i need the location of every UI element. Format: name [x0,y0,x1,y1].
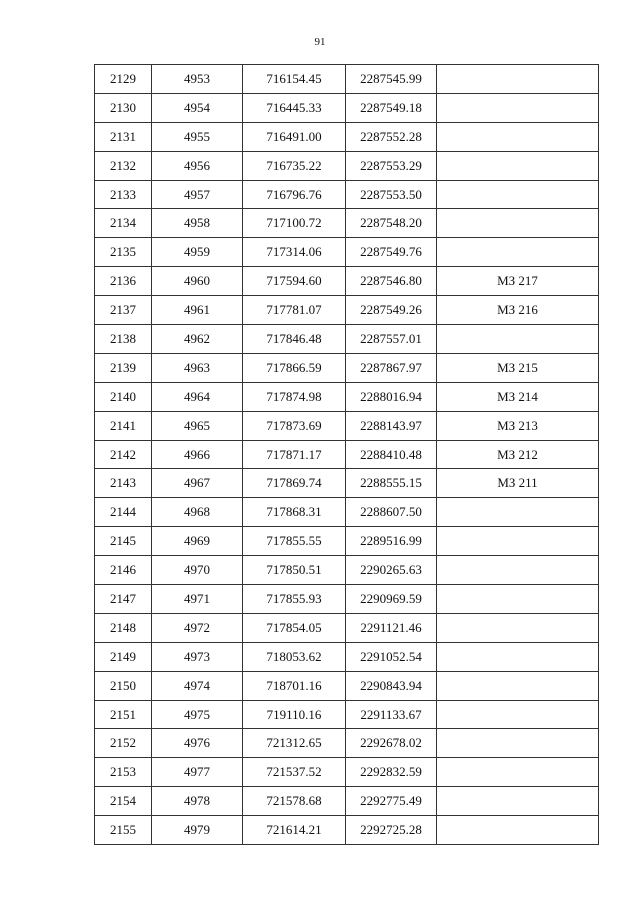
y-coordinate-cell: 2287553.29 [346,151,437,180]
marker-cell [437,613,599,642]
index-cell: 4958 [152,209,243,238]
index-cell: 4964 [152,382,243,411]
index-cell: 4959 [152,238,243,267]
x-coordinate-cell: 717594.60 [243,267,346,296]
table-row [95,498,599,527]
y-coordinate-cell: 2287546.80 [346,267,437,296]
x-coordinate-cell: 718053.62 [243,642,346,671]
x-coordinate-cell: 716735.22 [243,151,346,180]
point-number-cell: 2135 [95,238,152,267]
index-cell: 4960 [152,267,243,296]
y-coordinate-cell: 2288410.48 [346,440,437,469]
marker-cell [437,585,599,614]
y-coordinate-cell: 2291133.67 [346,700,437,729]
x-coordinate-cell: 716491.00 [243,122,346,151]
index-cell: 4968 [152,498,243,527]
table-row [95,122,599,151]
index-cell: 4972 [152,613,243,642]
x-coordinate-cell: 717866.59 [243,353,346,382]
marker-cell [437,122,599,151]
point-number-cell: 2151 [95,700,152,729]
marker-cell [437,527,599,556]
marker-cell: МЗ 216 [437,296,599,325]
table-row [95,440,599,469]
marker-cell: МЗ 213 [437,411,599,440]
table-row [95,65,599,94]
index-cell: 4971 [152,585,243,614]
point-number-cell: 2148 [95,613,152,642]
index-cell: 4956 [152,151,243,180]
x-coordinate-cell: 717781.07 [243,296,346,325]
point-number-cell: 2132 [95,151,152,180]
table-row [95,93,599,122]
x-coordinate-cell: 719110.16 [243,700,346,729]
point-number-cell: 2139 [95,353,152,382]
x-coordinate-cell: 717854.05 [243,613,346,642]
marker-cell: МЗ 215 [437,353,599,382]
page-number: 91 [314,36,326,48]
index-cell: 4966 [152,440,243,469]
marker-cell [437,93,599,122]
index-cell: 4976 [152,729,243,758]
y-coordinate-cell: 2287549.26 [346,296,437,325]
table-row [95,787,599,816]
y-coordinate-cell: 2288555.15 [346,469,437,498]
x-coordinate-cell: 717846.48 [243,325,346,354]
coordinates-table [94,64,599,845]
y-coordinate-cell: 2287549.76 [346,238,437,267]
table-row [95,411,599,440]
table-row [95,816,599,845]
table-row [95,325,599,354]
x-coordinate-cell: 717868.31 [243,498,346,527]
index-cell: 4978 [152,787,243,816]
x-coordinate-cell: 716445.33 [243,93,346,122]
marker-cell [437,729,599,758]
x-coordinate-cell: 717871.17 [243,440,346,469]
y-coordinate-cell: 2287548.20 [346,209,437,238]
x-coordinate-cell: 718701.16 [243,671,346,700]
marker-cell [437,671,599,700]
table-row [95,585,599,614]
y-coordinate-cell: 2288607.50 [346,498,437,527]
table-row [95,671,599,700]
index-cell: 4967 [152,469,243,498]
marker-cell: МЗ 211 [437,469,599,498]
index-cell: 4977 [152,758,243,787]
y-coordinate-cell: 2287549.18 [346,93,437,122]
y-coordinate-cell: 2289516.99 [346,527,437,556]
x-coordinate-cell: 721537.52 [243,758,346,787]
point-number-cell: 2154 [95,787,152,816]
table-row [95,151,599,180]
x-coordinate-cell: 717314.06 [243,238,346,267]
point-number-cell: 2150 [95,671,152,700]
marker-cell: МЗ 212 [437,440,599,469]
index-cell: 4957 [152,180,243,209]
x-coordinate-cell: 717855.93 [243,585,346,614]
point-number-cell: 2147 [95,585,152,614]
point-number-cell: 2134 [95,209,152,238]
x-coordinate-cell: 717100.72 [243,209,346,238]
marker-cell [437,816,599,845]
x-coordinate-cell: 721614.21 [243,816,346,845]
point-number-cell: 2130 [95,93,152,122]
marker-cell [437,325,599,354]
table-row [95,642,599,671]
y-coordinate-cell: 2292832.59 [346,758,437,787]
y-coordinate-cell: 2292775.49 [346,787,437,816]
index-cell: 4955 [152,122,243,151]
y-coordinate-cell: 2292725.28 [346,816,437,845]
point-number-cell: 2153 [95,758,152,787]
y-coordinate-cell: 2287553.50 [346,180,437,209]
point-number-cell: 2144 [95,498,152,527]
table-row [95,209,599,238]
y-coordinate-cell: 2290843.94 [346,671,437,700]
marker-cell [437,498,599,527]
index-cell: 4953 [152,65,243,94]
point-number-cell: 2137 [95,296,152,325]
table-row [95,296,599,325]
index-cell: 4973 [152,642,243,671]
marker-cell [437,556,599,585]
y-coordinate-cell: 2288143.97 [346,411,437,440]
table-row [95,469,599,498]
marker-cell [437,65,599,94]
y-coordinate-cell: 2288016.94 [346,382,437,411]
marker-cell: МЗ 214 [437,382,599,411]
marker-cell: МЗ 217 [437,267,599,296]
marker-cell [437,758,599,787]
point-number-cell: 2141 [95,411,152,440]
point-number-cell: 2140 [95,382,152,411]
x-coordinate-cell: 716796.76 [243,180,346,209]
marker-cell [437,787,599,816]
marker-cell [437,180,599,209]
marker-cell [437,642,599,671]
y-coordinate-cell: 2290969.59 [346,585,437,614]
table-row [95,267,599,296]
point-number-cell: 2129 [95,65,152,94]
index-cell: 4963 [152,353,243,382]
index-cell: 4975 [152,700,243,729]
x-coordinate-cell: 721312.65 [243,729,346,758]
point-number-cell: 2146 [95,556,152,585]
index-cell: 4974 [152,671,243,700]
x-coordinate-cell: 717850.51 [243,556,346,585]
index-cell: 4954 [152,93,243,122]
point-number-cell: 2155 [95,816,152,845]
index-cell: 4962 [152,325,243,354]
table-row [95,382,599,411]
table-row [95,556,599,585]
x-coordinate-cell: 717869.74 [243,469,346,498]
table-row [95,238,599,267]
point-number-cell: 2142 [95,440,152,469]
y-coordinate-cell: 2292678.02 [346,729,437,758]
point-number-cell: 2152 [95,729,152,758]
index-cell: 4979 [152,816,243,845]
marker-cell [437,700,599,729]
index-cell: 4969 [152,527,243,556]
table-row [95,527,599,556]
marker-cell [437,238,599,267]
point-number-cell: 2133 [95,180,152,209]
index-cell: 4961 [152,296,243,325]
table-row [95,758,599,787]
y-coordinate-cell: 2287557.01 [346,325,437,354]
y-coordinate-cell: 2291052.54 [346,642,437,671]
x-coordinate-cell: 717855.55 [243,527,346,556]
point-number-cell: 2143 [95,469,152,498]
table-row [95,353,599,382]
point-number-cell: 2145 [95,527,152,556]
y-coordinate-cell: 2291121.46 [346,613,437,642]
index-cell: 4965 [152,411,243,440]
table-row [95,700,599,729]
y-coordinate-cell: 2287545.99 [346,65,437,94]
x-coordinate-cell: 717873.69 [243,411,346,440]
table-row [95,180,599,209]
y-coordinate-cell: 2287552.28 [346,122,437,151]
x-coordinate-cell: 716154.45 [243,65,346,94]
point-number-cell: 2149 [95,642,152,671]
marker-cell [437,151,599,180]
table-row [95,613,599,642]
point-number-cell: 2138 [95,325,152,354]
y-coordinate-cell: 2287867.97 [346,353,437,382]
point-number-cell: 2136 [95,267,152,296]
table-body [95,65,599,845]
point-number-cell: 2131 [95,122,152,151]
y-coordinate-cell: 2290265.63 [346,556,437,585]
x-coordinate-cell: 717874.98 [243,382,346,411]
index-cell: 4970 [152,556,243,585]
marker-cell [437,209,599,238]
x-coordinate-cell: 721578.68 [243,787,346,816]
table-row [95,729,599,758]
